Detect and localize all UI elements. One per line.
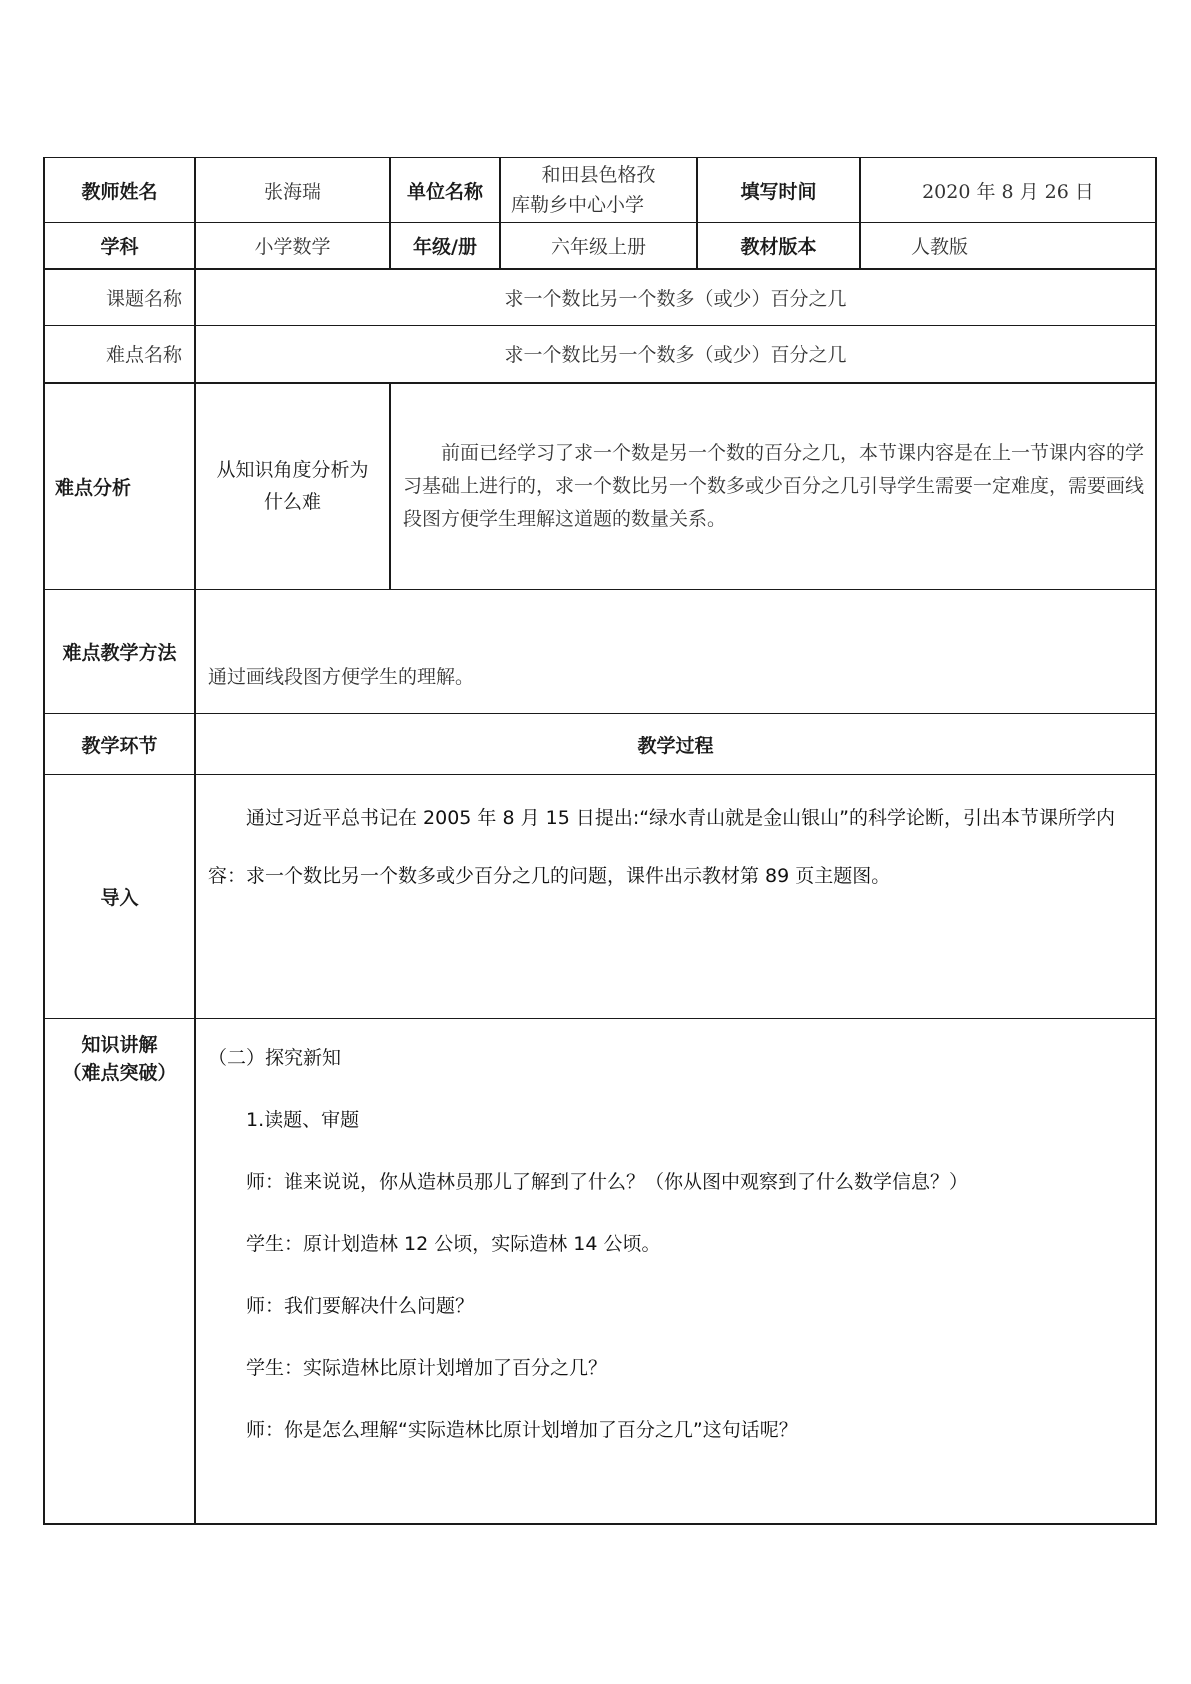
difficulty-label: 难点名称 xyxy=(44,326,195,383)
knowledge-row xyxy=(44,1019,1156,1524)
unit-name-line1: 和田县色格孜 xyxy=(541,164,656,186)
grade-label: 年级/册 xyxy=(390,223,500,269)
knowledge-line: （二）探究新知 xyxy=(208,1047,342,1069)
lesson-plan-table xyxy=(43,157,1157,1525)
unit-name-line2: 库勒乡中心小学 xyxy=(511,194,645,216)
knowledge-label xyxy=(44,1019,195,1524)
knowledge-label-line2: （难点突破） xyxy=(62,1062,177,1084)
analysis-text: 前面已经学习了求一个数是另一个数的百分之几，本节课内容是在上一节课内容的学习基础上进行的，求一个数比另一个数多或少百分之几引导学生需要一定难度，需要画线段图方便学生理解这道题的数量关系。 xyxy=(390,383,1156,590)
header-row-2 xyxy=(44,223,1156,269)
subject-value: 小学数学 xyxy=(195,223,390,269)
analysis-label: 难点分析 xyxy=(44,383,195,590)
knowledge-line: 学生：实际造林比原计划增加了百分之几？ xyxy=(246,1357,608,1379)
textbook-label: 教材版本 xyxy=(697,223,860,269)
knowledge-line: 学生：原计划造林 12 公顷，实际造林 14 公顷。 xyxy=(246,1233,661,1255)
intro-row xyxy=(44,775,1156,1019)
topic-label: 课题名称 xyxy=(44,269,195,326)
method-row xyxy=(44,590,1156,714)
method-label: 难点教学方法 xyxy=(44,590,195,714)
stage-header: 教学环节 xyxy=(44,714,195,775)
knowledge-content xyxy=(195,1019,1156,1524)
process-header-row xyxy=(44,714,1156,775)
process-header: 教学过程 xyxy=(195,714,1156,775)
grade-value: 六年级上册 xyxy=(500,223,697,269)
header-row-1 xyxy=(44,158,1156,223)
analysis-sub-label: 从知识角度分析为什么难 xyxy=(195,383,390,590)
textbook-value: 人教版 xyxy=(860,223,1156,269)
fill-time-label: 填写时间 xyxy=(697,158,860,223)
subject-label: 学科 xyxy=(44,223,195,269)
teacher-name-value: 张海瑞 xyxy=(195,158,390,223)
teacher-name-label: 教师姓名 xyxy=(44,158,195,223)
knowledge-label-line1: 知识讲解 xyxy=(81,1034,158,1056)
knowledge-line: 师：你是怎么理解“实际造林比原计划增加了百分之几”这句话呢？ xyxy=(246,1419,798,1441)
fill-time-value: 2020 年 8 月 26 日 xyxy=(860,158,1156,223)
knowledge-line: 师：谁来说说，你从造林员那儿了解到了什么？（你从图中观察到了什么数学信息？） xyxy=(246,1171,969,1193)
topic-value: 求一个数比另一个数多（或少）百分之几 xyxy=(195,269,1156,326)
intro-label: 导入 xyxy=(44,775,195,1019)
difficulty-value: 求一个数比另一个数多（或少）百分之几 xyxy=(195,326,1156,383)
knowledge-line: 1.读题、审题 xyxy=(246,1109,360,1131)
analysis-row xyxy=(44,383,1156,590)
intro-text: 通过习近平总书记在 2005 年 8 月 15 日提出:“绿水青山就是金山银山”的科学论断，引出本节课所学内容：求一个数比另一个数多或少百分之几的问题，课件出示教材第 89 页主题图。 xyxy=(195,775,1156,1019)
difficulty-row xyxy=(44,326,1156,383)
unit-name-value xyxy=(500,158,697,223)
method-text: 通过画线段图方便学生的理解。 xyxy=(195,590,1156,714)
unit-label: 单位名称 xyxy=(390,158,500,223)
topic-row xyxy=(44,269,1156,326)
knowledge-line: 师：我们要解决什么问题？ xyxy=(246,1295,475,1317)
